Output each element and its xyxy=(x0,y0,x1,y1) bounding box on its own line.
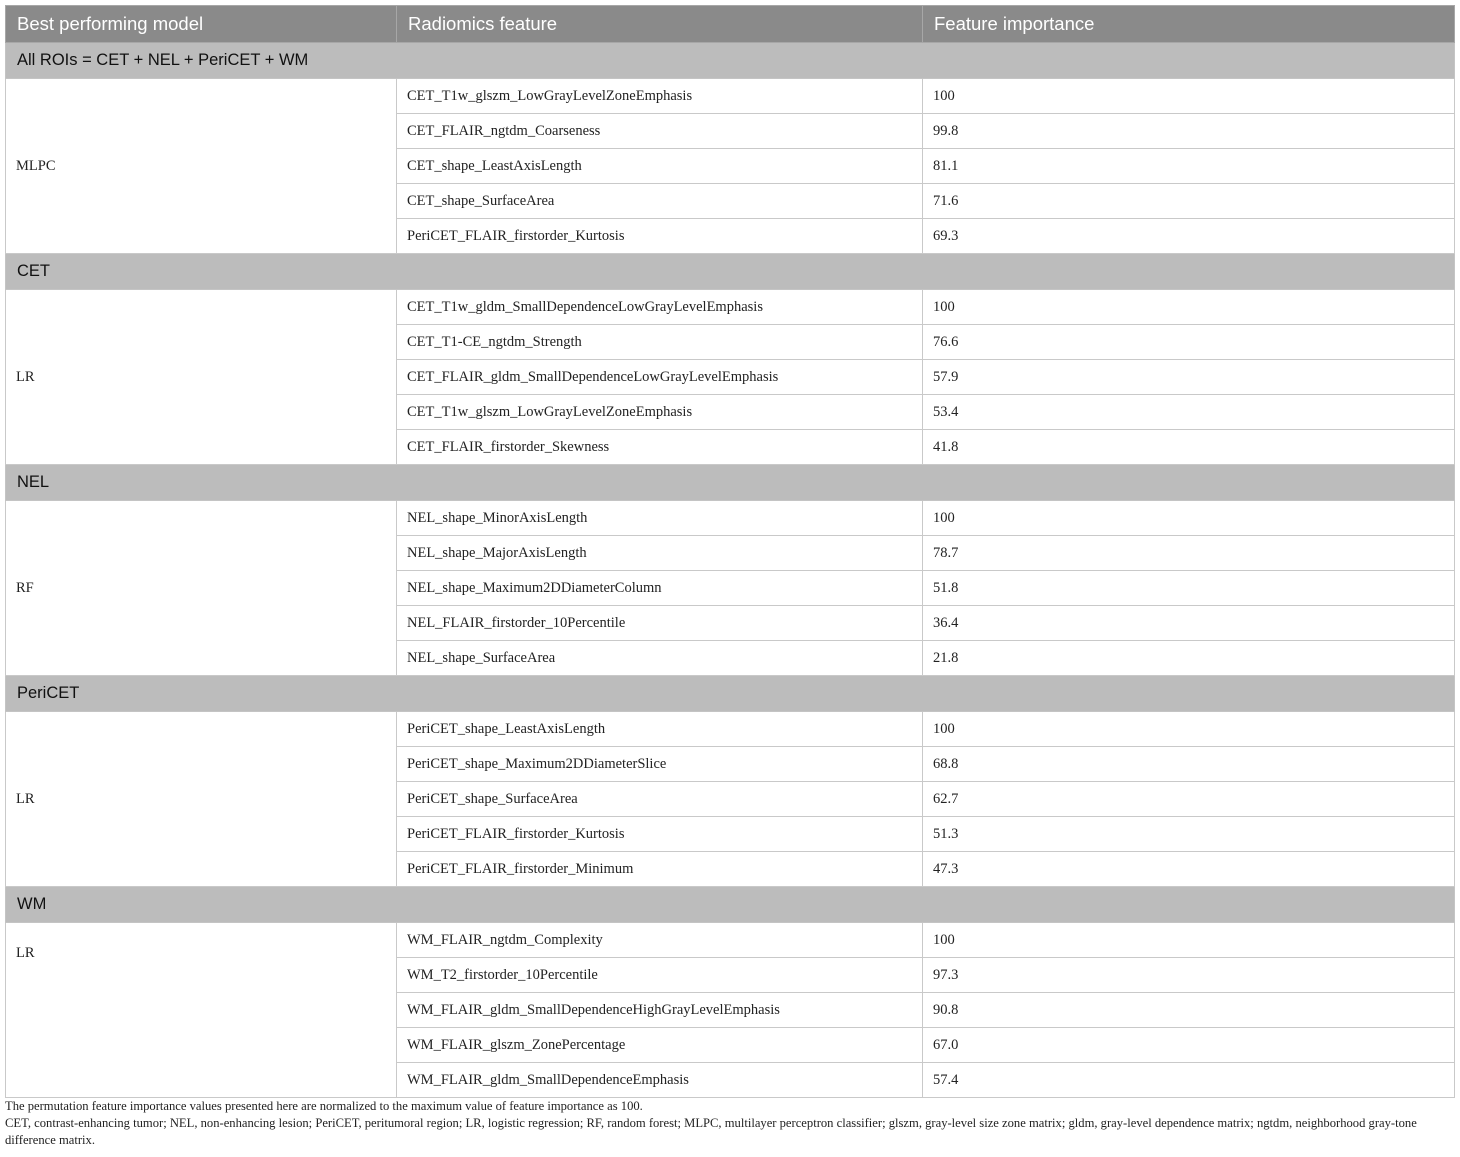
importance-cell: 41.8 xyxy=(923,430,1455,465)
importance-cell: 100 xyxy=(923,923,1455,958)
footnote-normalization: The permutation feature importance values presented here are normalized to the maximum value of feature importance as 100. xyxy=(5,1099,643,1113)
importance-cell: 100 xyxy=(923,712,1455,747)
model-cell: LR xyxy=(6,290,397,465)
importance-cell: 69.3 xyxy=(923,219,1455,254)
table-row xyxy=(6,79,1455,114)
importance-cell: 99.8 xyxy=(923,114,1455,149)
table-row xyxy=(6,712,1455,747)
feature-cell: CET_T1-CE_ngtdm_Strength xyxy=(397,325,923,360)
table-row xyxy=(6,290,1455,325)
importance-cell: 100 xyxy=(923,79,1455,114)
header-best-performing-model: Best performing model xyxy=(6,6,397,43)
feature-cell: CET_FLAIR_gldm_SmallDependenceLowGrayLevelEmphasis xyxy=(397,360,923,395)
feature-cell: PeriCET_shape_Maximum2DDiameterSlice xyxy=(397,747,923,782)
feature-cell: PeriCET_shape_LeastAxisLength xyxy=(397,712,923,747)
feature-cell: CET_FLAIR_ngtdm_Coarseness xyxy=(397,114,923,149)
importance-cell: 57.4 xyxy=(923,1063,1455,1098)
importance-cell: 36.4 xyxy=(923,606,1455,641)
model-cell: MLPC xyxy=(6,79,397,254)
header-row xyxy=(6,6,1455,43)
feature-cell: NEL_FLAIR_firstorder_10Percentile xyxy=(397,606,923,641)
feature-cell: CET_T1w_glszm_LowGrayLevelZoneEmphasis xyxy=(397,79,923,114)
importance-cell: 62.7 xyxy=(923,782,1455,817)
importance-cell: 100 xyxy=(923,290,1455,325)
feature-cell: CET_shape_SurfaceArea xyxy=(397,184,923,219)
section-row xyxy=(6,43,1455,79)
importance-cell: 67.0 xyxy=(923,1028,1455,1063)
feature-cell: PeriCET_shape_SurfaceArea xyxy=(397,782,923,817)
feature-cell: CET_FLAIR_firstorder_Skewness xyxy=(397,430,923,465)
table-footnotes xyxy=(5,1098,1457,1149)
importance-cell: 57.9 xyxy=(923,360,1455,395)
section-row xyxy=(6,887,1455,923)
feature-cell: NEL_shape_SurfaceArea xyxy=(397,641,923,676)
feature-cell: WM_T2_firstorder_10Percentile xyxy=(397,958,923,993)
feature-cell: WM_FLAIR_ngtdm_Complexity xyxy=(397,923,923,958)
feature-cell: NEL_shape_MajorAxisLength xyxy=(397,536,923,571)
model-cell: LR xyxy=(6,923,397,1098)
model-cell: RF xyxy=(6,501,397,676)
importance-cell: 53.4 xyxy=(923,395,1455,430)
feature-importance-table-container xyxy=(5,5,1454,1098)
importance-cell: 68.8 xyxy=(923,747,1455,782)
feature-cell: CET_shape_LeastAxisLength xyxy=(397,149,923,184)
header-radiomics-feature: Radiomics feature xyxy=(397,6,923,43)
section-row xyxy=(6,254,1455,290)
feature-cell: PeriCET_FLAIR_firstorder_Kurtosis xyxy=(397,817,923,852)
section-row xyxy=(6,676,1455,712)
section-title: PeriCET xyxy=(6,676,1455,712)
importance-cell: 51.3 xyxy=(923,817,1455,852)
header-feature-importance: Feature importance xyxy=(923,6,1455,43)
model-cell: LR xyxy=(6,712,397,887)
feature-cell: WM_FLAIR_gldm_SmallDependenceHighGrayLevelEmphasis xyxy=(397,993,923,1028)
feature-cell: WM_FLAIR_glszm_ZonePercentage xyxy=(397,1028,923,1063)
importance-cell: 76.6 xyxy=(923,325,1455,360)
importance-cell: 47.3 xyxy=(923,852,1455,887)
feature-cell: NEL_shape_Maximum2DDiameterColumn xyxy=(397,571,923,606)
table-row xyxy=(6,501,1455,536)
importance-cell: 51.8 xyxy=(923,571,1455,606)
section-title: CET xyxy=(6,254,1455,290)
feature-importance-table xyxy=(5,5,1455,1098)
footnote-abbreviations: CET, contrast-enhancing tumor; NEL, non-enhancing lesion; PeriCET, peritumoral region; LR, logistic regression; RF, random forest; MLPC, multilayer perceptron classifier; glszm, gray-level size zone matrix; gldm, gray-level dependence matrix; ngtdm, neighborhood gray-tone difference matrix. xyxy=(5,1116,1417,1147)
feature-cell: WM_FLAIR_gldm_SmallDependenceEmphasis xyxy=(397,1063,923,1098)
importance-cell: 71.6 xyxy=(923,184,1455,219)
importance-cell: 21.8 xyxy=(923,641,1455,676)
section-row xyxy=(6,465,1455,501)
importance-cell: 97.3 xyxy=(923,958,1455,993)
section-title: All ROIs = CET + NEL + PeriCET + WM xyxy=(6,43,1455,79)
importance-cell: 90.8 xyxy=(923,993,1455,1028)
feature-cell: CET_T1w_gldm_SmallDependenceLowGrayLevelEmphasis xyxy=(397,290,923,325)
feature-cell: PeriCET_FLAIR_firstorder_Minimum xyxy=(397,852,923,887)
importance-cell: 78.7 xyxy=(923,536,1455,571)
table-row xyxy=(6,923,1455,958)
section-title: WM xyxy=(6,887,1455,923)
feature-cell: CET_T1w_glszm_LowGrayLevelZoneEmphasis xyxy=(397,395,923,430)
section-title: NEL xyxy=(6,465,1455,501)
feature-cell: PeriCET_FLAIR_firstorder_Kurtosis xyxy=(397,219,923,254)
importance-cell: 81.1 xyxy=(923,149,1455,184)
importance-cell: 100 xyxy=(923,501,1455,536)
feature-cell: NEL_shape_MinorAxisLength xyxy=(397,501,923,536)
